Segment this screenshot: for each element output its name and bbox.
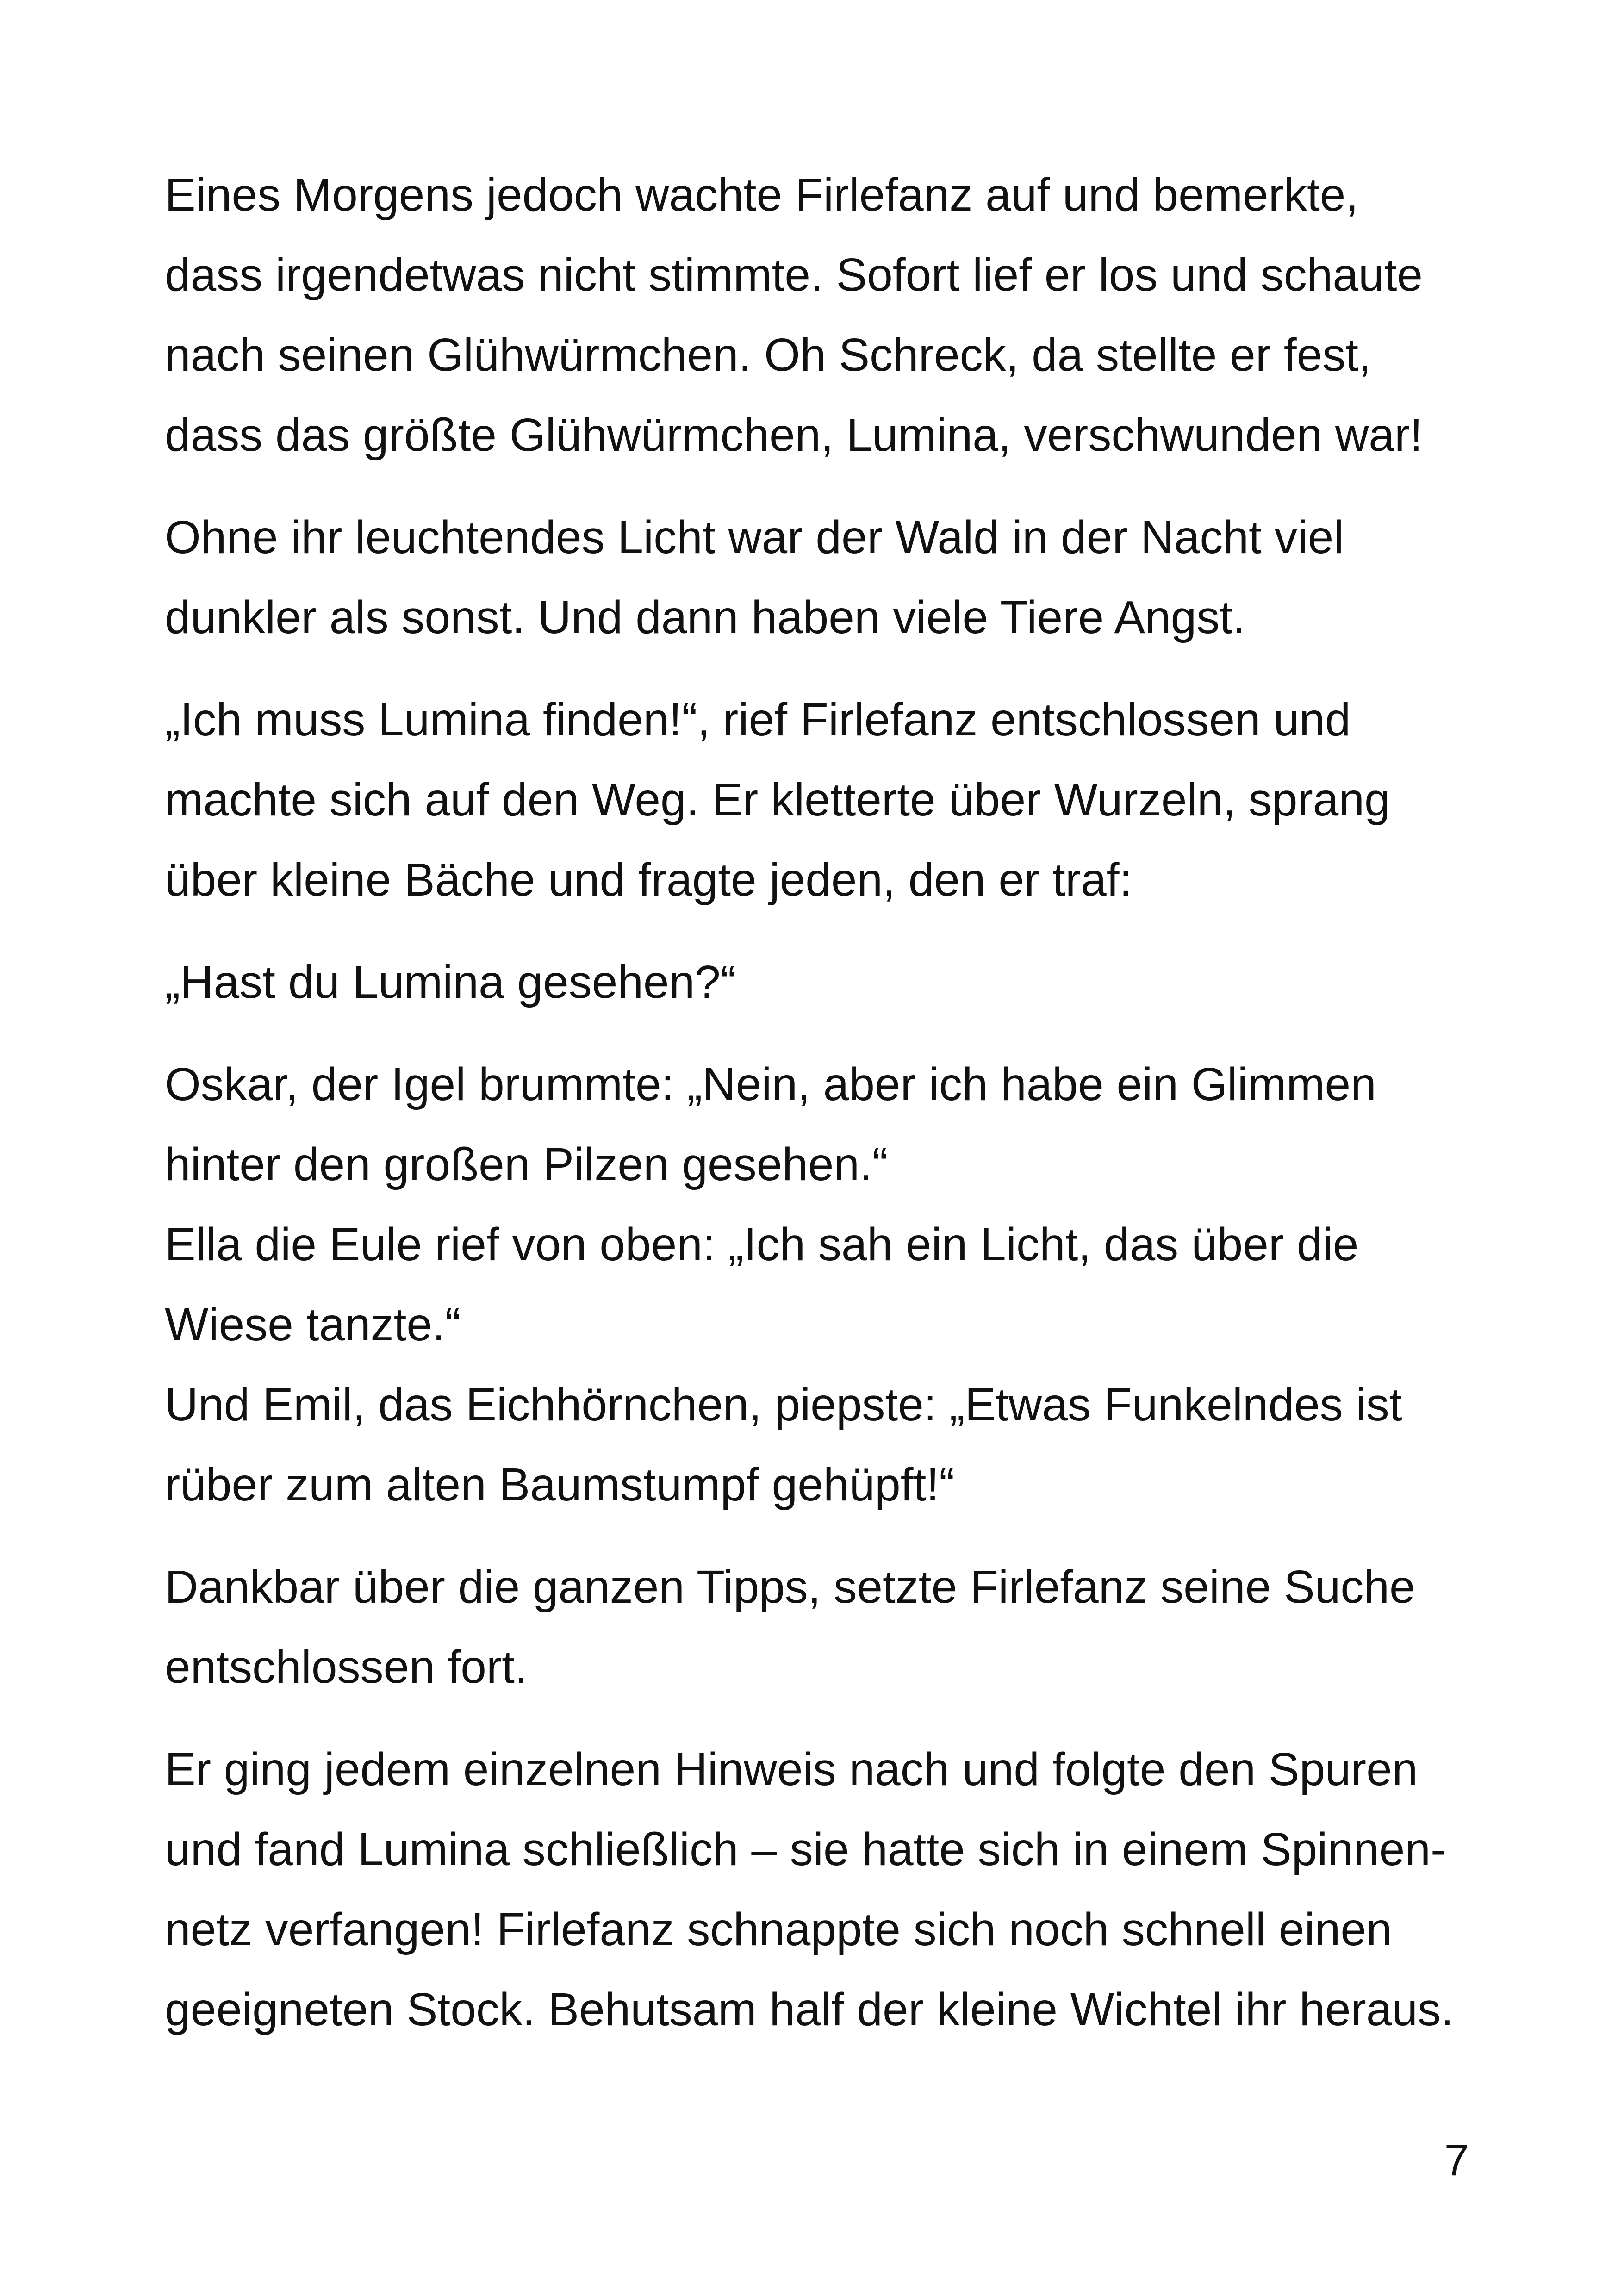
text-line: Und Emil, das Eichhörnchen, piepste: „Etwas Funkelndes ist [165, 1379, 1402, 1431]
text-line: Wiese tanzte.“ [165, 1299, 461, 1350]
story-text [165, 155, 1470, 2050]
text-line: geeigneten Stock. Behutsam half der kleine Wichtel ihr heraus. [165, 1984, 1454, 2035]
text-line: Dankbar über die ganzen Tipps, setzte Firlefanz seine Suche [165, 1561, 1415, 1613]
text-line: „Ich muss Lumina finden!“, rief Firlefanz entschlossen und [165, 694, 1351, 746]
text-line: netz verfangen! Firlefanz schnappte sich noch schnell einen [165, 1904, 1392, 1955]
text-line: nach seinen Glühwürmchen. Oh Schreck, da stellte er fest, [165, 329, 1371, 381]
paragraph-5 [165, 1045, 1470, 1525]
text-line: hinter den großen Pilzen gesehen.“ [165, 1139, 888, 1190]
text-line: „Hast du Lumina gesehen?“ [165, 956, 736, 1008]
text-line: rüber zum alten Baumstumpf gehüpft!“ [165, 1459, 955, 1511]
text-line: über kleine Bäche und fragte jeden, den er traf: [165, 854, 1133, 906]
text-line: dunkler als sonst. Und dann haben viele Tiere Angst. [165, 591, 1245, 643]
text-line: Oskar, der Igel brummte: „Nein, aber ich habe ein Glimmen [165, 1058, 1376, 1110]
paragraph-6 [165, 1547, 1470, 1707]
paragraph-2 [165, 498, 1470, 658]
text-line: Eines Morgens jedoch wachte Firlefanz auf und bemerkte, [165, 169, 1359, 221]
text-line: machte sich auf den Weg. Er kletterte über Wurzeln, sprang [165, 774, 1390, 826]
text-line: dass irgendetwas nicht stimmte. Sofort lief er los und schaute [165, 249, 1423, 301]
text-line: entschlossen fort. [165, 1641, 528, 1693]
paragraph-4 [165, 942, 1470, 1022]
paragraph-7 [165, 1730, 1470, 2050]
text-line: dass das größte Glühwürmchen, Lumina, verschwunden war! [165, 409, 1423, 461]
text-line: Ella die Eule rief von oben: „Ich sah ein Licht, das über die [165, 1219, 1359, 1270]
text-line: Ohne ihr leuchtendes Licht war der Wald in der Nacht viel [165, 511, 1344, 563]
page-number: 7 [1444, 2135, 1469, 2185]
paragraph-3 [165, 680, 1470, 920]
text-line: und fand Lumina schließlich – sie hatte sich in einem Spinnen- [165, 1823, 1446, 1875]
text-line: Er ging jedem einzelnen Hinweis nach und folgte den Spuren [165, 1743, 1418, 1795]
paragraph-1 [165, 155, 1470, 475]
